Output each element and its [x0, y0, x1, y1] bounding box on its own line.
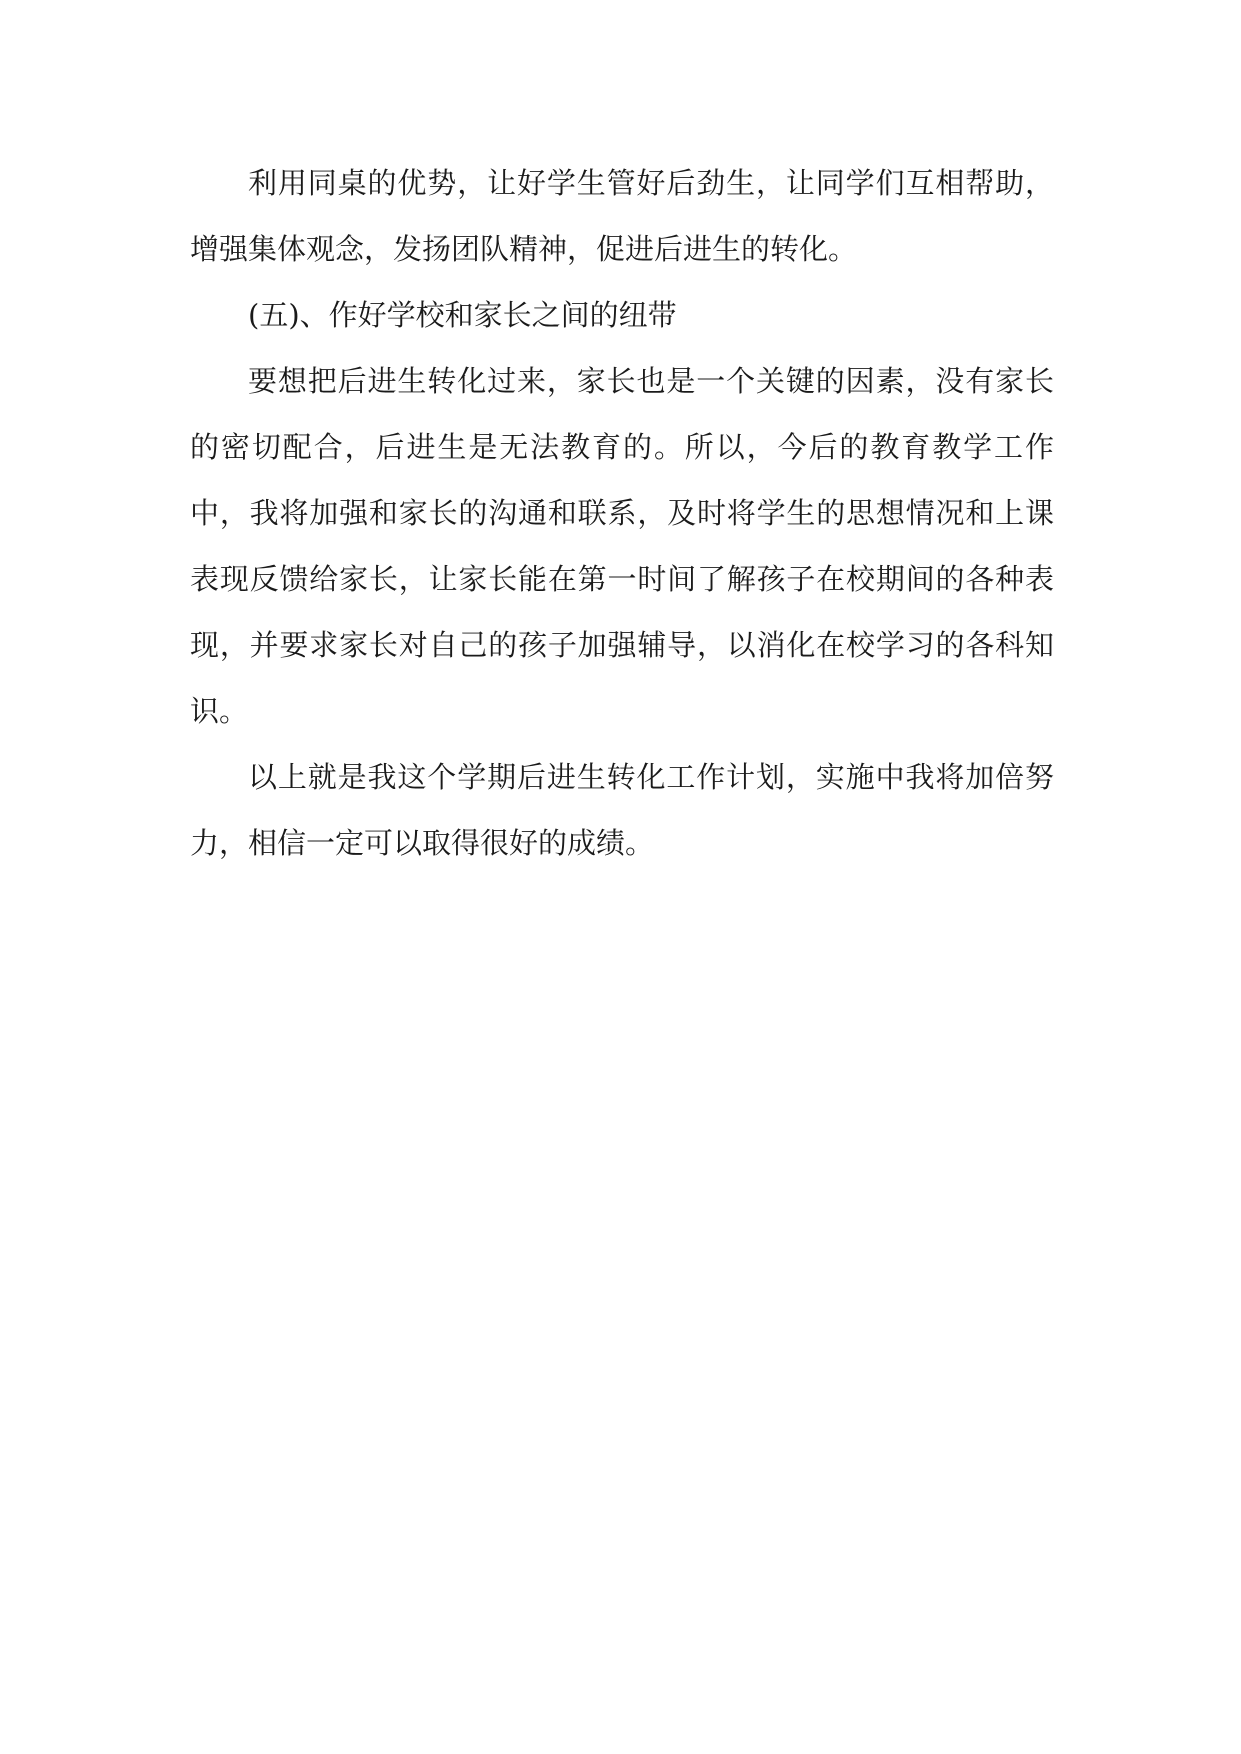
paragraph-parent-cooperation: 要想把后进生转化过来，家长也是一个关键的因素，没有家长的密切配合，后进生是无法教育的。所以，今后的教育教学工作中，我将加强和家长的沟通和联系，及时将学生的思想情况和上课表现反馈给家长，让家长能在第一时间了解孩子在校期间的各种表现，并要求家长对自己的孩子加强辅导，以消化在校学习的各科知识。 — [190, 364, 1054, 728]
paragraph-conclusion: 以上就是我这个学期后进生转化工作计划，实施中我将加倍努力，相信一定可以取得很好的成绩。 — [190, 760, 1054, 860]
section-heading-school-parent-link: (五)、作好学校和家长之间的纽带 — [248, 298, 677, 332]
paragraph-peer-help: 利用同桌的优势，让好学生管好后劲生，让同学们互相帮助，增强集体观念，发扬团队精神，促进后进生的转化。 — [190, 166, 1054, 266]
document-body — [190, 150, 1054, 876]
